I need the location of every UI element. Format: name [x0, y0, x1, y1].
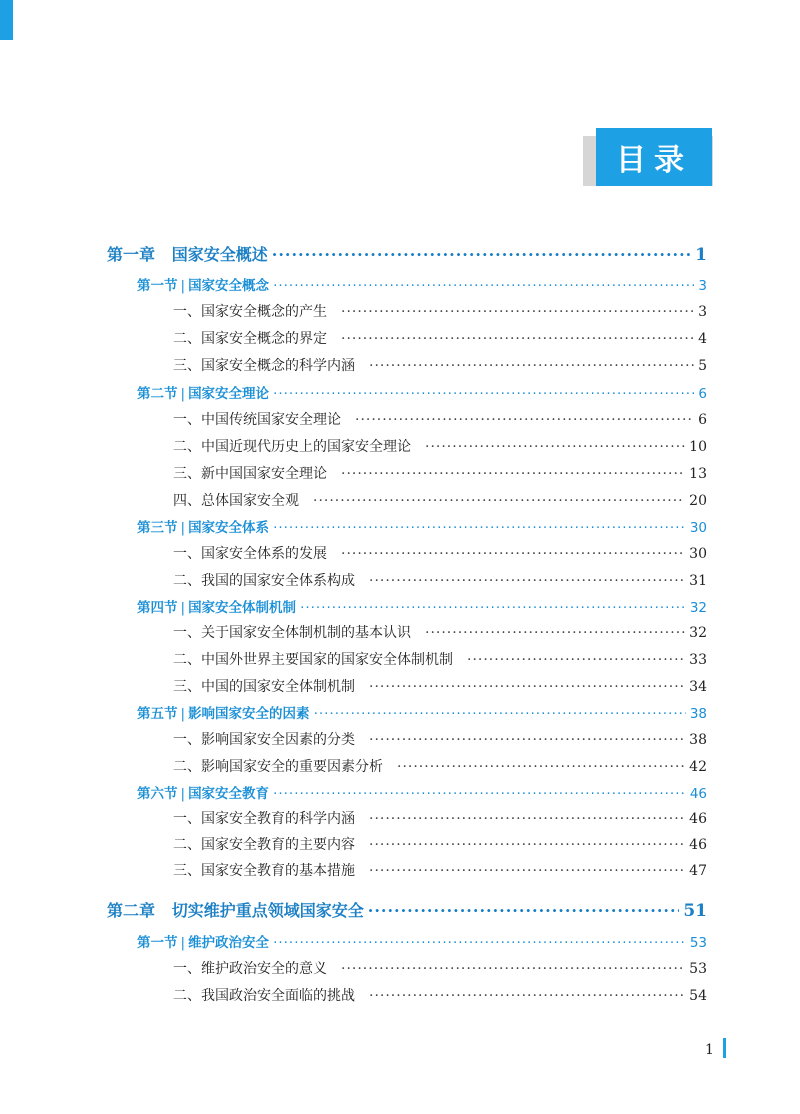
- toc-page-number: 5: [698, 358, 707, 374]
- toc-page-number: 53: [689, 935, 707, 951]
- leader-dots: [341, 546, 685, 562]
- leader-dots: [341, 331, 694, 347]
- toc-section[interactable]: 第三节 | 国家安全体系 ····· 30: [137, 516, 707, 536]
- toc-page-number: 32: [689, 625, 707, 641]
- leader-dots: [369, 732, 685, 748]
- leader-dots: [369, 679, 685, 695]
- toc-page-number: 51: [683, 901, 707, 921]
- leader-dots: [272, 245, 691, 264]
- leader-dots: [369, 837, 685, 853]
- leader-dots: [397, 759, 685, 775]
- toc-item[interactable]: 三、中国的国家安全体制机制 ····· 34: [173, 676, 707, 696]
- leader-dots: [369, 811, 685, 827]
- leader-dots: [368, 901, 680, 920]
- toc-page-number: 47: [689, 863, 707, 879]
- toc-item[interactable]: 二、我国政治安全面临的挑战 ····· 54: [173, 985, 707, 1005]
- toc-item[interactable]: 一、国家安全概念的产生 ····· 3: [173, 301, 707, 321]
- toc-page-number: 13: [689, 466, 707, 482]
- leader-dots: [369, 863, 685, 879]
- toc-page-number: 31: [689, 573, 707, 589]
- toc-item[interactable]: 二、中国外世界主要国家的国家安全体制机制 ····· 33: [173, 649, 707, 669]
- toc-section[interactable]: 第一节 | 维护政治安全 ····· 53: [137, 931, 707, 951]
- toc-item[interactable]: 一、关于国家安全体制机制的基本认识 ····· 32: [173, 622, 707, 642]
- toc-item[interactable]: 四、总体国家安全观 ····· 20: [173, 490, 707, 510]
- toc-page-number: 30: [689, 546, 707, 562]
- toc-item[interactable]: 一、国家安全体系的发展 ····· 30: [173, 543, 707, 563]
- toc-page-number: 20: [689, 493, 707, 509]
- toc-item[interactable]: 一、国家安全教育的科学内涵 ····· 46: [173, 808, 707, 828]
- toc-page-number: 6: [698, 386, 707, 402]
- toc-page-number: 38: [689, 732, 707, 748]
- toc-page-number: 42: [689, 759, 707, 775]
- leader-dots: [314, 706, 686, 722]
- toc-page-number: 38: [689, 706, 707, 722]
- toc-page-number: 46: [689, 837, 707, 853]
- leader-dots: [273, 786, 686, 802]
- toc-item[interactable]: 二、我国的国家安全体系构成 ····· 31: [173, 570, 707, 590]
- toc-section[interactable]: 第二节 | 国家安全理论 ····· 6: [137, 382, 707, 402]
- toc-page-number: 46: [689, 786, 707, 802]
- leader-dots: [369, 988, 685, 1004]
- toc-section[interactable]: 第四节 | 国家安全体制机制 ····· 32: [137, 596, 707, 616]
- toc-page-number: 4: [698, 331, 707, 347]
- toc-page-number: 6: [698, 412, 707, 428]
- toc-section[interactable]: 第一节 | 国家安全概念 ····· 3: [137, 274, 707, 294]
- toc-page-number: 3: [698, 278, 707, 294]
- corner-tab: [0, 0, 13, 40]
- toc-item[interactable]: 二、影响国家安全的重要因素分析 ····· 42: [173, 756, 707, 776]
- leader-dots: [369, 573, 685, 589]
- toc-item[interactable]: 二、中国近现代历史上的国家安全理论 ····· 10: [173, 436, 707, 456]
- leader-dots: [273, 935, 686, 951]
- toc-page-number: 3: [698, 304, 707, 320]
- leader-dots: [467, 652, 685, 668]
- leader-dots: [341, 961, 685, 977]
- toc-item[interactable]: 一、中国传统国家安全理论 ····· 6: [173, 409, 707, 429]
- toc-section[interactable]: 第六节 | 国家安全教育 ····· 46: [137, 782, 707, 802]
- leader-dots: [369, 358, 694, 374]
- toc-page-number: 53: [689, 961, 707, 977]
- toc-page-number: 54: [689, 988, 707, 1004]
- toc-page-number: 46: [689, 811, 707, 827]
- toc-section[interactable]: 第五节 | 影响国家安全的因素 ····· 38: [137, 702, 707, 722]
- page-number: 1: [705, 1042, 714, 1058]
- leader-dots: [425, 625, 685, 641]
- toc-item[interactable]: 一、影响国家安全因素的分类 ····· 38: [173, 729, 707, 749]
- leader-dots: [300, 600, 686, 616]
- toc-page-number: 1: [695, 245, 707, 265]
- toc-item[interactable]: 三、新中国国家安全理论 ····· 13: [173, 463, 707, 483]
- toc-item[interactable]: 三、国家安全概念的科学内涵 ····· 5: [173, 355, 707, 375]
- toc-page-number: 32: [689, 600, 707, 616]
- toc-page-number: 34: [689, 679, 707, 695]
- leader-dots: [425, 439, 685, 455]
- leader-dots: [341, 466, 685, 482]
- leader-dots: [341, 304, 694, 320]
- leader-dots: [355, 412, 694, 428]
- toc-chapter[interactable]: 第一章 国家安全概述 ····· 1: [107, 242, 707, 265]
- page-number-bar: [723, 1038, 726, 1058]
- leader-dots: [273, 520, 686, 536]
- toc-chapter[interactable]: 第二章 切实维护重点领域国家安全 ····· 51: [107, 898, 707, 921]
- leader-dots: [313, 493, 685, 509]
- toc-page-number: 33: [689, 652, 707, 668]
- toc-item[interactable]: 三、国家安全教育的基本措施 ····· 47: [173, 860, 707, 880]
- toc-page-number: 30: [689, 520, 707, 536]
- toc-item[interactable]: 二、国家安全概念的界定 ····· 4: [173, 328, 707, 348]
- page-title: 目录: [596, 128, 712, 186]
- leader-dots: [273, 386, 694, 402]
- leader-dots: [273, 278, 694, 294]
- toc-item[interactable]: 二、国家安全教育的主要内容 ····· 46: [173, 834, 707, 854]
- toc-item[interactable]: 一、维护政治安全的意义 ····· 53: [173, 958, 707, 978]
- toc-page-number: 10: [689, 439, 707, 455]
